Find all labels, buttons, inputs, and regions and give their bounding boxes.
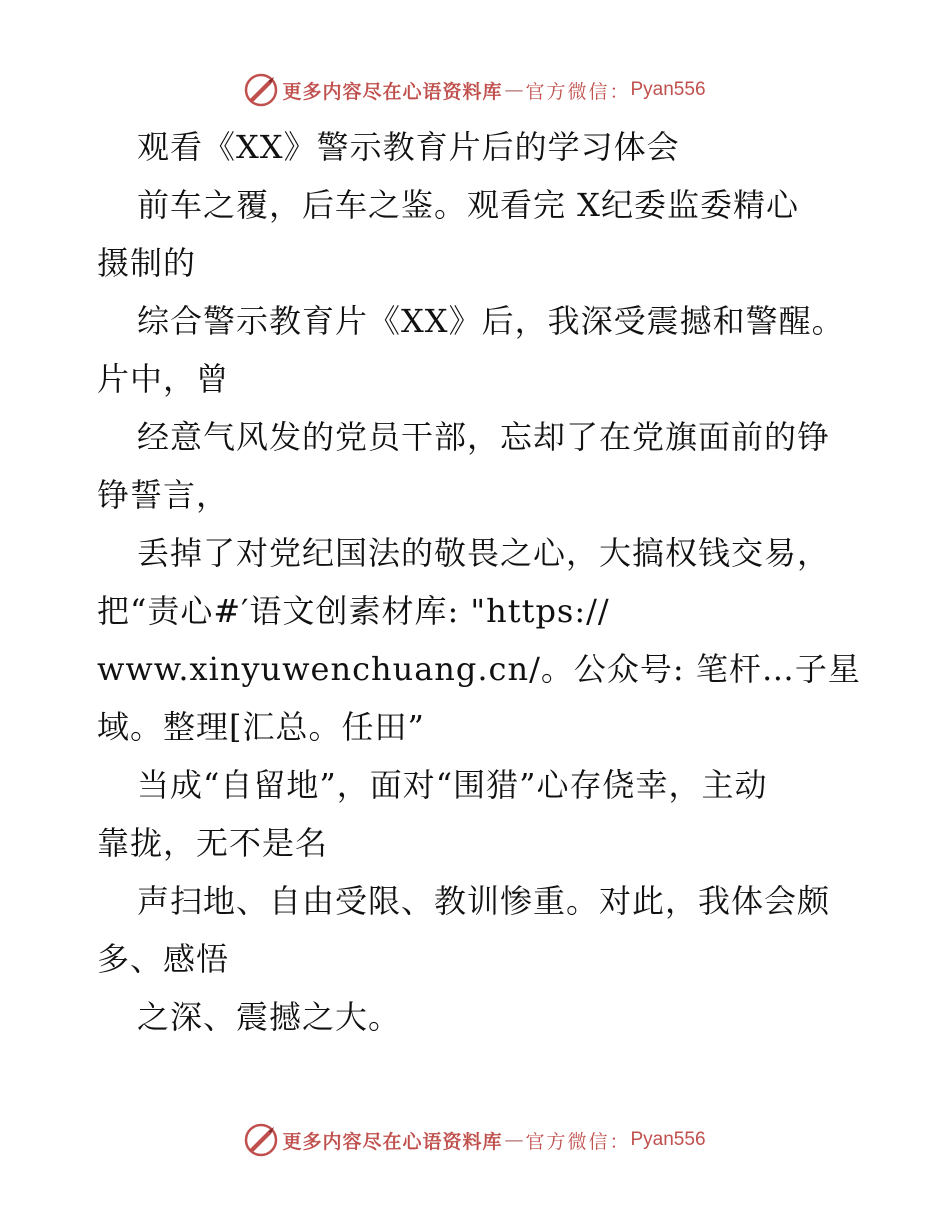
paragraph-line: www.xinyuwenchuang.cn/。公众号: 笔杆…子星 xyxy=(97,650,861,688)
paragraph-line: 综合警示教育片《XX》后，我深受震撼和警醒。 xyxy=(137,302,845,340)
paragraph-line: 经意气风发的党员干部，忘却了在党旗面前的铮 xyxy=(137,418,831,456)
paragraph-line: 域。整理[汇总。任田” xyxy=(97,708,425,746)
footer-banner xyxy=(0,1120,950,1160)
paragraph-line: 摄制的 xyxy=(97,244,197,282)
paragraph-line: 把“责心#′语文创素材库: "https:// xyxy=(97,592,610,630)
banner-wechat-id: Pyan556 xyxy=(630,79,706,100)
paragraph-line: 铮誓言， xyxy=(97,476,230,514)
banner-separator: — xyxy=(504,1129,524,1151)
banner-separator: — xyxy=(504,79,524,101)
paragraph-line: 之深、震撼之大。 xyxy=(137,998,402,1036)
paragraph-line: 片中，曾 xyxy=(97,360,230,398)
quill-pen-logo-icon xyxy=(244,73,278,107)
quill-pen-logo-icon xyxy=(244,1123,278,1157)
paragraph-line: 多、感悟 xyxy=(97,940,230,978)
banner-wechat-id: Pyan556 xyxy=(630,1129,706,1150)
paragraph-line: 丢掉了对党纪国法的敬畏之心，大搞权钱交易， xyxy=(137,534,831,572)
banner-wechat-label: 官方微信： xyxy=(525,1130,631,1153)
banner-library-text: 更多内容尽在心语资料库 xyxy=(282,1130,503,1153)
paragraph-line: 声扫地、自由受限、教训惨重。对此，我体会颇 xyxy=(137,882,831,920)
banner-library-text: 更多内容尽在心语资料库 xyxy=(282,80,503,103)
header-banner xyxy=(0,70,950,110)
document-body xyxy=(97,118,861,1046)
paragraph-line: 靠拢，无不是名 xyxy=(97,824,329,862)
paragraph-line: 前车之覆，后车之鉴。观看完 X纪委监委精心 xyxy=(137,186,799,224)
banner-wechat-label: 官方微信： xyxy=(525,80,631,103)
paragraph-line: 当成“自留地”，面对“围猎”心存侥幸，主动 xyxy=(137,766,768,804)
document-title: 观看《XX》警示教育片后的学习体会 xyxy=(137,128,680,166)
